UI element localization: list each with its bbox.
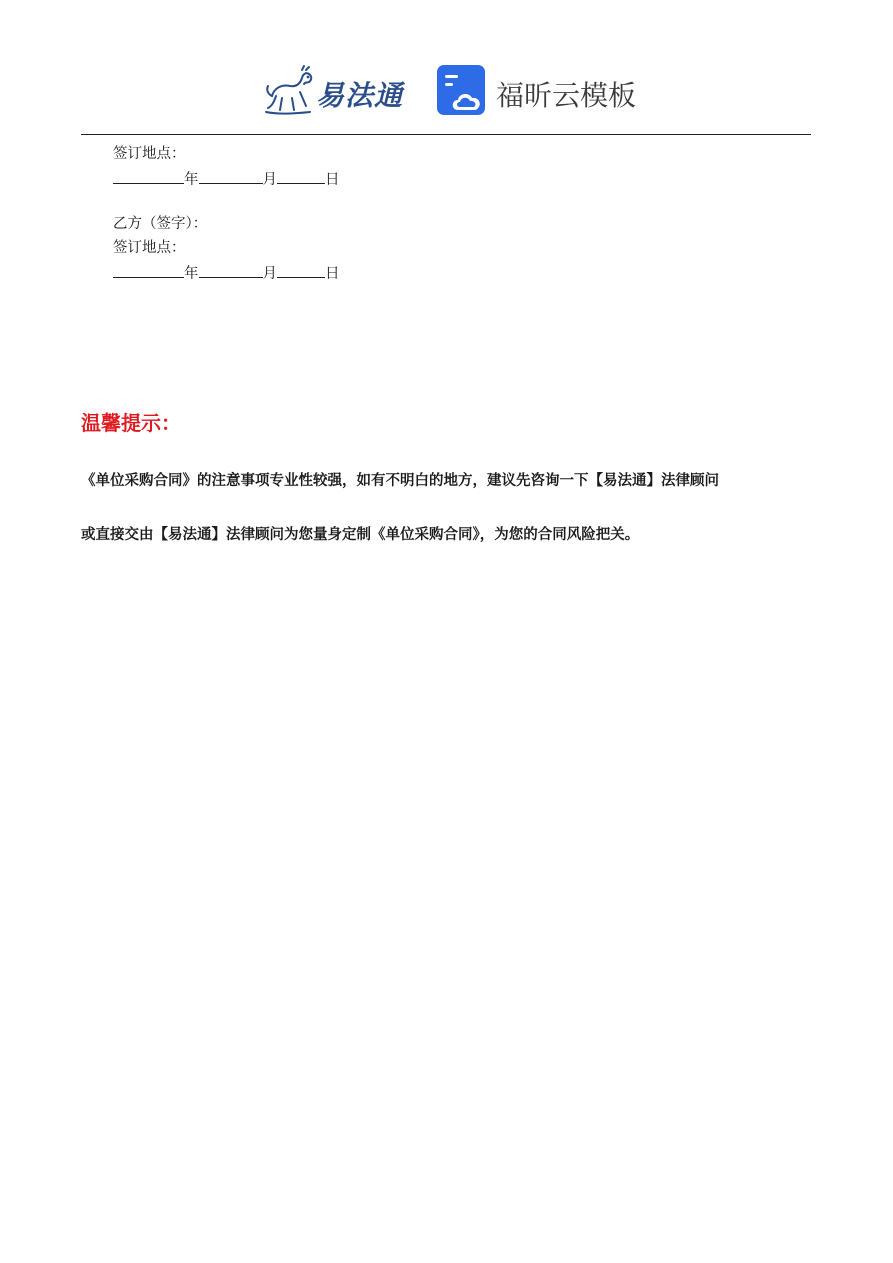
cloud-document-icon: [436, 64, 488, 116]
year-blank: [113, 169, 184, 184]
month-blank: [199, 263, 263, 278]
qilin-icon: [262, 62, 318, 118]
foxit-cloud-template-text: 福昕云模板: [496, 79, 637, 112]
party-b-label: 乙方（签字）：: [113, 216, 208, 232]
date-line-2: [113, 263, 340, 283]
day-label: 日: [325, 172, 340, 188]
header-divider: [81, 134, 811, 135]
year-label: 年: [184, 266, 199, 282]
date-line-1: [113, 169, 340, 189]
month-blank: [199, 169, 263, 184]
page-header: [0, 58, 893, 122]
signing-location-label: 签订地点：: [113, 146, 186, 162]
tip-paragraph-line-1: 《单位采购合同》的注意事项专业性较强，如有不明白的地方，建议先咨询一下【易法通】法律顾问: [81, 472, 719, 489]
year-blank: [113, 263, 184, 278]
yifatong-logo-text: 易法通: [316, 79, 404, 112]
day-label: 日: [325, 266, 340, 282]
day-blank: [277, 169, 325, 184]
year-label: 年: [184, 172, 199, 188]
month-label: 月: [262, 172, 277, 188]
party-b-signature-line: [113, 215, 207, 233]
signing-location-line-1: [113, 145, 186, 163]
day-blank: [277, 263, 325, 278]
signing-location-label: 签订地点：: [113, 240, 186, 256]
tip-title: 温馨提示：: [81, 411, 181, 435]
tip-paragraph-line-2: 或直接交由【易法通】法律顾问为您量身定制《单位采购合同》，为您的合同风险把关。: [81, 526, 640, 543]
month-label: 月: [262, 266, 277, 282]
foxit-cloud-template-logo: [436, 64, 636, 118]
signing-location-line-2: [113, 239, 186, 257]
yifatong-logo: [262, 62, 412, 118]
